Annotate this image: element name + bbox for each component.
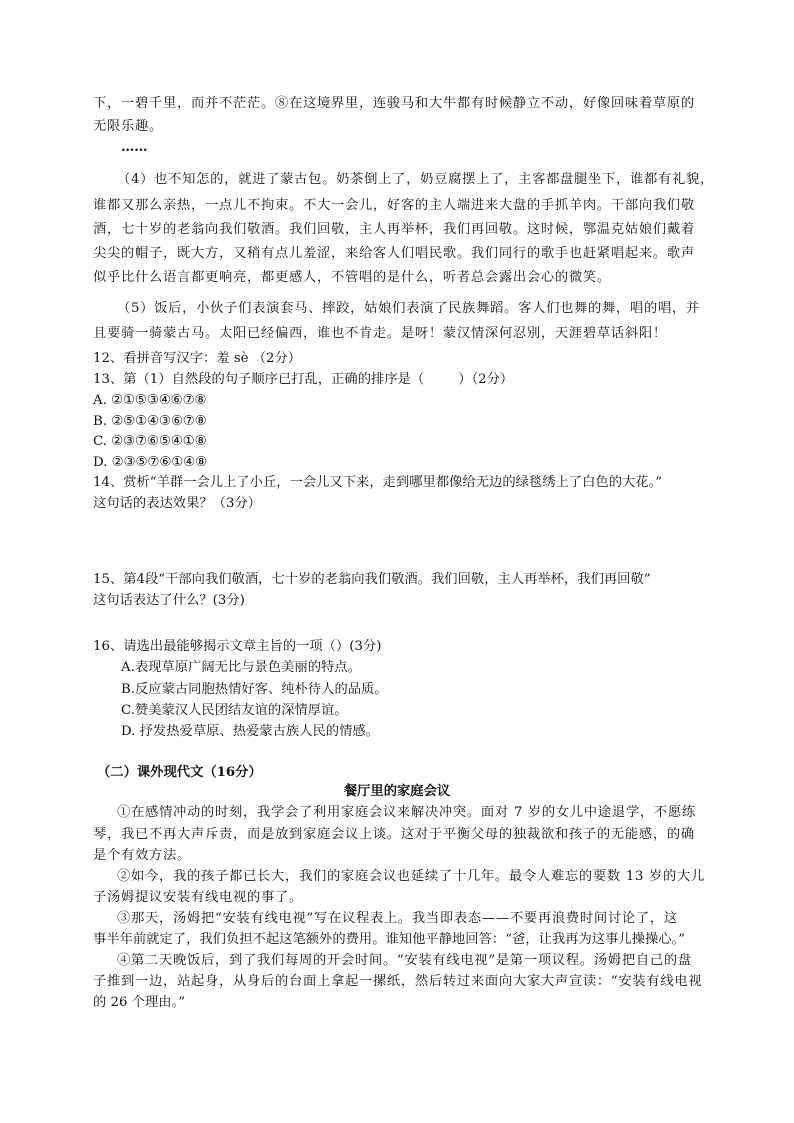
paragraph-5-line: 且要骑一骑蒙古马。太阳已经偏西，谁也不肯走。是呀！蒙汉情深何忍别，天涯碧草话斜阳！ — [93, 326, 667, 341]
option-d: D. ②③⑤⑦⑥①④⑧ — [93, 455, 208, 470]
paragraph-4-line: 谁都又那么亲热，一点儿不拘束。不大一会儿，好客的主人端进来大盘的手抓羊肉。干部向我们敬 — [93, 198, 695, 213]
article-line: 子汤姆提议安装有线电视的事了。 — [93, 890, 303, 905]
article-line: ①在感情冲动的时刻，我学会了利用家庭会议来解决冲突。面对 7 岁的女儿中途退学，不愿练 — [117, 805, 696, 820]
section-heading: （二）课外现代文（16分） — [97, 765, 262, 780]
q16-option-d: D. 抒发热爱草原、热爱蒙古族人民的情感。 — [121, 724, 379, 739]
option-c: C. ②③⑦⑥⑤④①⑧ — [93, 434, 207, 449]
question-16: 16、请选出最能够揭示文章主旨的一项（）(3分) — [93, 639, 382, 654]
text-line: 无限乐趣。 — [93, 119, 163, 134]
article-line: ④第二天晚饭后，到了我们每周的开会时间。“安装有线电视”是第一项议程。汤姆把自己的盘 — [117, 953, 692, 968]
paragraph-4-line: （4）也不知怎的，就进了蒙古包。奶茶倒上了，奶豆腐摆上了，主客都盘腿坐下，谁都有礼貌， — [117, 172, 715, 187]
question-13: 13、第（1）自然段的句子顺序已打乱，正确的排序是（ ）（2分） — [93, 372, 514, 387]
question-15: 15、第4段“干部向我们敬酒，七十岁的老翁向我们敬酒。我们回敬，主人再举杯，我们再回敬” — [93, 572, 651, 587]
option-b: B. ②⑤①④③⑥⑦⑧ — [93, 414, 207, 429]
text-line: 下，一碧千里，而并不茫茫。⑧在这境界里，连骏马和大牛都有时候静立不动，好像回味着草原的 — [93, 96, 695, 111]
article-line: 的 26 个理由。” — [93, 995, 186, 1010]
question-14-line-2: 这句话的表达效果？（3分） — [93, 496, 262, 511]
paragraph-4-line: 酒，七十岁的老翁向我们敬酒。我们回敬，主人再举杯，我们再回敬。这时候，鄂温克姑娘们戴着 — [93, 222, 695, 237]
article-title: 餐厅里的家庭会议 — [343, 784, 451, 799]
article-line: 琴，我已不再大声斥责，而是放到家庭会议上谈。这对于平衡父母的独裁欲和孩子的无能感，的确 — [93, 827, 695, 842]
q16-option-b: B.反应蒙古同胞热情好客、纯朴待人的品质。 — [121, 682, 388, 697]
paragraph-4-line: 似乎比什么语言都更响亮，都更感人，不管唱的是什么，听者总会露出会心的微笑。 — [93, 270, 611, 285]
ellipsis: …… — [121, 140, 148, 155]
paragraph-5-line: （5）饭后，小伙子们表演套马、摔跤，姑娘们表演了民族舞蹈。客人们也舞的舞，唱的唱，并 — [117, 301, 701, 316]
article-line: 事半年前就定了，我们负担不起这笔额外的费用。谁知他平静地回答：“爸，让我再为这事儿操操心。” — [93, 932, 686, 947]
question-14: 14、赏析“羊群一会儿上了小丘，一会儿又下来，走到哪里都像给无边的绿毯绣上了白色的大花。” — [93, 475, 663, 490]
article-line: ③那天，汤姆把“安装有线电视”写在议程表上。我当即表态——不要再浪费时间讨论了，这 — [117, 911, 678, 926]
question-12: 12、看拼音写汉字：羞 sè （2分） — [93, 351, 302, 366]
q16-option-c: C.赞美蒙汉人民团结友谊的深情厚谊。 — [121, 703, 348, 718]
question-15-line-2: 这句话表达了什么？(3分) — [93, 593, 245, 608]
paragraph-4-line: 尖尖的帽子，既大方，又稍有点儿羞涩，来给客人们唱民歌。我们同行的歌手也赶紧唱起来。歌声 — [93, 246, 695, 261]
option-a: A. ②①⑤③④⑥⑦⑧ — [93, 393, 207, 408]
q16-option-a: A.表现草原广阔无比与景色美丽的特点。 — [121, 660, 361, 675]
article-line: 是个有效方法。 — [93, 848, 191, 863]
article-line: ②如今，我的孩子都已长大，我们的家庭会议也延续了十几年。最令人难忘的要数 13 岁的大儿 — [117, 869, 706, 884]
article-line: 子推到一边，站起身，从身后的台面上拿起一摞纸，然后转过来面向大家大声宣读：“安装有线电视 — [93, 974, 703, 989]
